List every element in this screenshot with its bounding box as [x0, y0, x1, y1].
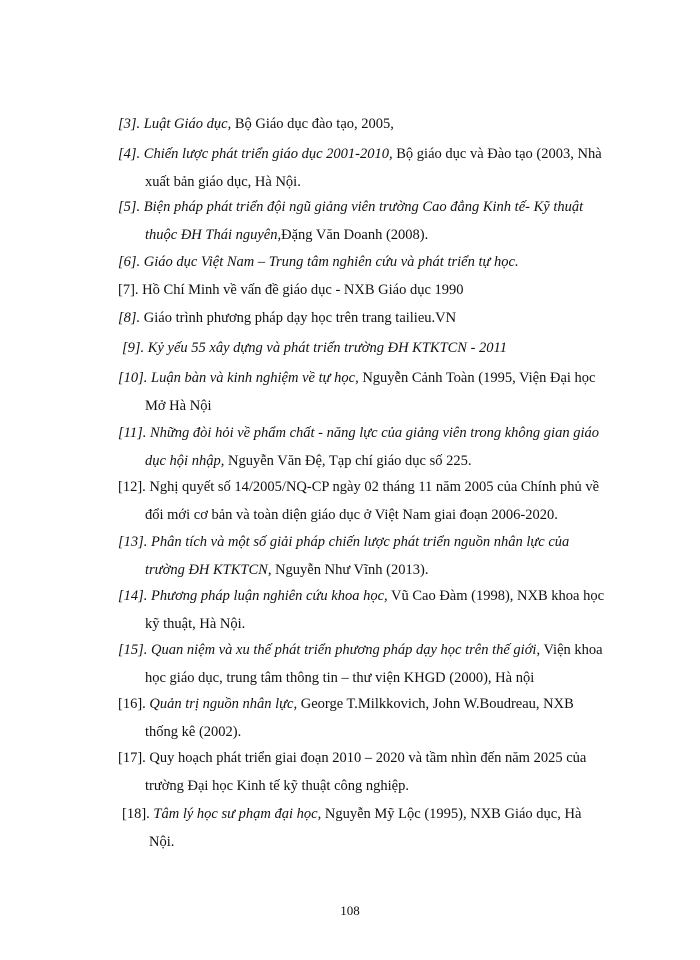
reference-title: Quan niệm và xu thế phát triển phương pháp dạy học trên thế giới,	[151, 642, 541, 658]
reference-details: Giáo trình phương pháp dạy học trên trang tailieu.VN	[140, 310, 457, 326]
reference-title: Biện pháp phát triển đội ngũ giảng viên trường Cao đẳng Kinh tế- Kỹ thuật	[143, 199, 584, 215]
reference-item	[118, 690, 638, 746]
reference-number: [6].	[118, 254, 141, 270]
reference-title: Những đòi hỏi về phẩm chất - năng lực của giảng viên trong không gian giáo	[149, 425, 599, 441]
reference-title-continued: trường ĐH KTKTCN,	[145, 562, 272, 578]
reference-title: Kỷ yếu 55 xây dựng và phát triển trường ĐH KTKTCN - 2011	[147, 340, 507, 356]
reference-number: [5].	[118, 199, 141, 215]
reference-number: [7].	[118, 282, 139, 298]
reference-details: Viện khoa	[540, 642, 603, 658]
page-number: 108	[340, 903, 360, 918]
reference-details: Hồ Chí Minh về vấn đề giáo dục - NXB Giáo dục 1990	[138, 282, 464, 298]
reference-details-continued: học giáo dục, trung tâm thông tin – thư viện KHGD (2000), Hà nội	[145, 670, 535, 686]
reference-title: Giáo dục Việt Nam – Trung tâm nghiên cứu và phát triển tự học.	[143, 254, 519, 270]
reference-item	[118, 636, 638, 692]
reference-item	[118, 364, 638, 420]
reference-details: Bộ Giáo dục đào tạo, 2005,	[231, 116, 394, 132]
reference-details-continued: Nội.	[149, 834, 175, 850]
reference-number: [13].	[118, 534, 148, 550]
reference-item	[118, 276, 638, 304]
reference-number: [12].	[118, 479, 146, 495]
reference-number: [11].	[118, 425, 147, 441]
reference-details: Quy hoạch phát triển giai đoạn 2010 – 2020 và tầm nhìn đến năm 2025 của	[145, 750, 587, 766]
reference-item	[118, 473, 638, 529]
reference-details-continued: Mở Hà Nội	[145, 398, 212, 414]
reference-item	[118, 248, 638, 276]
reference-title-continued: dục hội nhập,	[145, 453, 225, 469]
reference-title: Phương pháp luận nghiên cứu khoa học,	[151, 588, 388, 604]
reference-details: Nghị quyết số 14/2005/NQ-CP ngày 02 tháng 11 năm 2005 của Chính phủ về	[145, 479, 600, 495]
reference-details-continued: xuất bản giáo dục, Hà Nội.	[145, 174, 301, 190]
reference-item	[118, 582, 638, 638]
reference-details: Nguyễn Mỹ Lộc (1995), NXB Giáo dục, Hà	[321, 806, 582, 822]
reference-number: [10].	[118, 370, 148, 386]
reference-title: Chiến lược phát triển giáo dục 2001-2010,	[143, 146, 393, 162]
reference-details-continued: trường Đại học Kinh tế kỹ thuật công nghiệp.	[145, 778, 409, 794]
reference-number: [16].	[118, 696, 146, 712]
reference-number: [8].	[118, 310, 141, 326]
reference-number: [17].	[118, 750, 146, 766]
reference-details: Bộ giáo dục và Đào tạo (2003, Nhà	[392, 146, 602, 162]
reference-item	[118, 419, 638, 475]
reference-details-continued: Nguyễn Văn Đệ, Tạp chí giáo dục số 225.	[224, 453, 472, 469]
reference-number: [9].	[122, 340, 145, 356]
reference-number: [4].	[118, 146, 141, 162]
reference-item	[118, 528, 638, 584]
reference-title-continued: thuộc ĐH Thái nguyên,	[145, 227, 282, 243]
reference-title: Luận bàn và kinh nghiệm về tự học,	[151, 370, 359, 386]
reference-details-continued: đổi mới cơ bản và toàn diện giáo dục ở Việt Nam giai đoạn 2006-2020.	[145, 507, 558, 523]
reference-item	[122, 800, 642, 856]
reference-number: [15].	[118, 642, 148, 658]
reference-details-continued: thống kê (2002).	[145, 724, 242, 740]
reference-title: Tâm lý học sư phạm đại học,	[153, 806, 322, 822]
reference-number: [14].	[118, 588, 148, 604]
reference-title: Luật Giáo dục,	[143, 116, 232, 132]
reference-details-continued: kỹ thuật, Hà Nội.	[145, 616, 246, 632]
reference-number: [18].	[122, 806, 150, 822]
reference-details: George T.Milkkovich, John W.Boudreau, NXB	[297, 696, 574, 712]
reference-number: [3].	[118, 116, 141, 132]
reference-item	[118, 304, 638, 332]
reference-item	[118, 193, 638, 249]
reference-details: Nguyễn Cảnh Toàn (1995, Viện Đại học	[358, 370, 596, 386]
reference-item	[118, 140, 638, 196]
reference-item	[118, 744, 638, 800]
reference-details: Vũ Cao Đàm (1998), NXB khoa học	[387, 588, 605, 604]
reference-item	[122, 334, 642, 362]
reference-title: Phân tích và một số giải pháp chiến lược phát triển nguồn nhân lực của	[151, 534, 570, 550]
reference-title: Quản trị nguồn nhân lực,	[149, 696, 298, 712]
reference-details-continued: Đặng Văn Doanh (2008).	[281, 227, 429, 243]
reference-details-continued: Nguyễn Như Vĩnh (2013).	[271, 562, 429, 578]
reference-item	[118, 110, 638, 138]
